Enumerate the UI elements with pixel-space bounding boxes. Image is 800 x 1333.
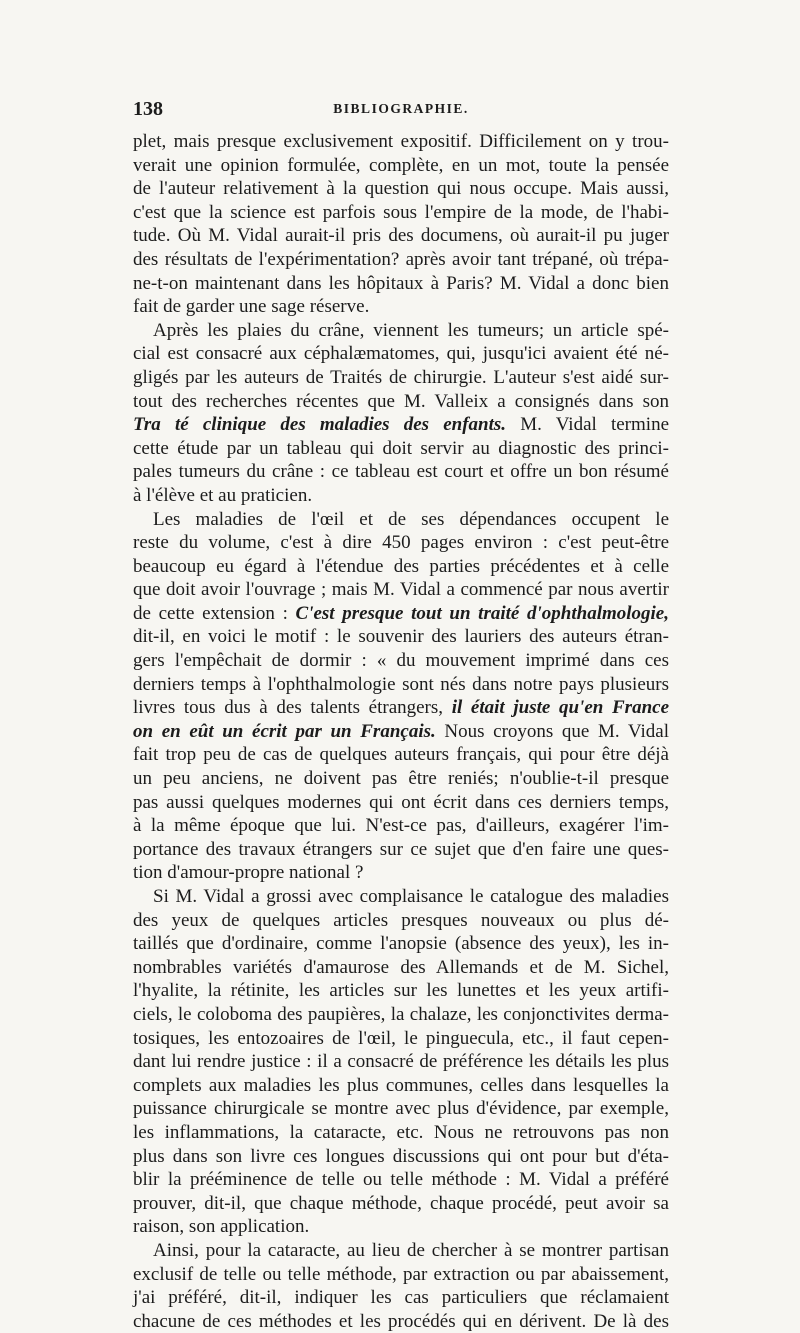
- text-line: [133, 366, 669, 390]
- text-line: [133, 1074, 669, 1098]
- text-segment: nombrables variétés d'amaurose des Allemands et de M. Sichel,: [133, 956, 669, 978]
- text-segment: les inflammations, la cataracte, etc. Nous ne retrouvons pas non: [133, 1121, 669, 1143]
- text-segment: prouver, dit-il, que chaque méthode, chaque procédé, peut avoir sa: [133, 1192, 669, 1214]
- text-segment: c'est que la science est parfois sous l'empire de la mode, de l'habi-: [133, 201, 669, 223]
- text-segment: de cette extension :: [133, 602, 296, 624]
- text-line: [133, 319, 669, 343]
- text-segment: Les maladies de l'œil et de ses dépendances occupent le: [153, 508, 669, 530]
- text-line: [133, 909, 669, 933]
- text-segment: Après les plaies du crâne, viennent les tumeurs; un article spé-: [153, 319, 669, 341]
- running-title: BIBLIOGRAPHIE.: [333, 101, 469, 116]
- text-segment: tion d'amour-propre national ?: [133, 862, 364, 884]
- text-segment: fait de garder une sage réserve.: [133, 296, 370, 318]
- text-line: [133, 791, 669, 815]
- text-segment: verait une opinion formulée, complète, en un mot, toute la pensée: [133, 154, 669, 176]
- text-line: [133, 673, 669, 697]
- text-line: [133, 649, 669, 673]
- italic-text-segment: on en eût un écrit par un Français.: [133, 720, 436, 742]
- text-segment: raison, son application.: [133, 1216, 310, 1238]
- text-segment: dant lui rendre justice : il a consacré de préférence les détails les plus: [133, 1051, 669, 1073]
- text-segment: beaucoup eu égard à l'étendue des parties précédentes et à celle: [133, 555, 669, 577]
- text-segment: des yeux de quelques articles presques nouveaux ou plus dé-: [133, 909, 669, 931]
- text-line: [133, 956, 669, 980]
- text-line: [133, 602, 669, 626]
- body-text: [133, 130, 669, 1333]
- text-line: [133, 838, 669, 862]
- text-line: [133, 460, 669, 484]
- text-segment: pas aussi quelques modernes qui ont écrit dans ces derniers temps,: [133, 791, 669, 813]
- text-line: [133, 1003, 669, 1027]
- text-line: [133, 1215, 669, 1239]
- text-line: [133, 1263, 669, 1287]
- text-segment: portance des travaux étrangers sur ce sujet que d'en faire une ques-: [133, 838, 669, 860]
- text-segment: taillés que d'ordinaire, comme l'anopsie (absence des yeux), les in-: [133, 933, 669, 955]
- text-line: [133, 814, 669, 838]
- text-line: [133, 295, 669, 319]
- text-line: [133, 696, 669, 720]
- page-header: [133, 98, 669, 124]
- text-line: [133, 224, 669, 248]
- text-line: [133, 1050, 669, 1074]
- text-segment: de l'auteur relativement à la question qui nous occupe. Mais aussi,: [133, 178, 669, 200]
- text-line: [133, 1192, 669, 1216]
- text-segment: exclusif de telle ou telle méthode, par extraction ou par abaissement,: [133, 1263, 669, 1285]
- text-line: [133, 508, 669, 532]
- text-line: [133, 413, 669, 437]
- text-line: [133, 1168, 669, 1192]
- text-line: [133, 555, 669, 579]
- text-line: [133, 437, 669, 461]
- text-segment: ne-t-on maintenant dans les hôpitaux à Paris? M. Vidal a donc bien: [133, 272, 669, 294]
- text-line: [133, 531, 669, 555]
- text-segment: à la même époque que lui. N'est-ce pas, d'ailleurs, exagérer l'im-: [133, 815, 669, 837]
- text-segment: cial est consacré aux céphalæmatomes, qui, jusqu'ici avaient été né-: [133, 343, 669, 365]
- text-segment: derniers temps à l'ophthalmologie sont nés dans notre pays plusieurs: [133, 673, 669, 695]
- italic-text-segment: Tra té clinique des maladies des enfants.: [133, 414, 507, 436]
- text-line: [133, 1027, 669, 1051]
- page-number: 138: [133, 98, 163, 120]
- text-line: [133, 767, 669, 791]
- text-line: [133, 342, 669, 366]
- text-segment: pales tumeurs du crâne : ce tableau est court et offre un bon résumé: [133, 461, 669, 483]
- text-line: [133, 390, 669, 414]
- text-line: [133, 154, 669, 178]
- text-line: [133, 1097, 669, 1121]
- text-segment: dit-il, en voici le motif : le souvenir des lauriers des auteurs étran-: [133, 626, 669, 648]
- text-line: [133, 979, 669, 1003]
- text-line: [133, 177, 669, 201]
- text-segment: gers l'empêchait de dormir : « du mouvement imprimé dans ces: [133, 650, 669, 672]
- text-segment: plus dans son livre ces longues discussions qui ont pour but d'éta-: [133, 1145, 669, 1167]
- text-line: [133, 578, 669, 602]
- text-line: [133, 272, 669, 296]
- text-line: [133, 743, 669, 767]
- text-line: [133, 932, 669, 956]
- text-segment: blir la prééminence de telle ou telle méthode : M. Vidal a préféré: [133, 1169, 669, 1191]
- text-segment: un peu anciens, ne doivent pas être reniés; n'oublie-t-il presque: [133, 768, 669, 790]
- text-line: [133, 1145, 669, 1169]
- text-segment: chacune de ces méthodes et les procédés qui en dérivent. De là des: [133, 1310, 669, 1332]
- text-segment: gligés par les auteurs de Traités de chirurgie. L'auteur s'est aidé sur-: [133, 366, 669, 388]
- text-segment: plet, mais presque exclusivement expositif. Difficilement on y trou-: [133, 131, 669, 152]
- text-segment: puissance chirurgicale se montre avec plus d'évidence, par exemple,: [133, 1098, 669, 1120]
- text-segment: tout des recherches récentes que M. Valleix a consignés dans son: [133, 390, 669, 412]
- text-segment: à l'élève et au praticien.: [133, 484, 313, 506]
- italic-text-segment: il était juste qu'en France: [451, 697, 670, 719]
- text-segment: Si M. Vidal a grossi avec complaisance le catalogue des maladies: [153, 886, 669, 907]
- text-line: [133, 484, 669, 508]
- text-segment: j'ai préféré, dit-il, indiquer les cas particuliers que réclamaient: [133, 1287, 669, 1309]
- text-line: [133, 201, 669, 225]
- text-segment: complets aux maladies les plus communes, celles dans lesquelles la: [133, 1074, 669, 1096]
- text-line: [133, 130, 669, 154]
- text-segment: que doit avoir l'ouvrage ; mais M. Vidal a commencé par nous avertir: [133, 579, 669, 601]
- text-segment: cette étude par un tableau qui doit servir au diagnostic des princi-: [133, 437, 669, 459]
- text-segment: livres tous dus à des talents étrangers,: [133, 697, 452, 719]
- italic-text-segment: C'est presque tout un traité d'ophthalmologie,: [295, 602, 669, 624]
- text-segment: tosiques, les entozoaires de l'œil, le pinguecula, etc., il faut cepen-: [133, 1027, 669, 1049]
- text-segment: Nous croyons que M. Vidal: [435, 720, 669, 742]
- text-segment: Ainsi, pour la cataracte, au lieu de chercher à se montrer partisan: [153, 1239, 669, 1261]
- text-segment: des résultats de l'expérimentation? après avoir tant trépané, où trépa-: [133, 248, 669, 270]
- text-line: [133, 1121, 669, 1145]
- text-line: [133, 885, 669, 909]
- text-line: [133, 1310, 669, 1333]
- text-segment: tude. Où M. Vidal aurait-il pris des documens, où aurait-il pu juger: [133, 225, 669, 247]
- text-line: [133, 1239, 669, 1263]
- text-line: [133, 1286, 669, 1310]
- text-line: [133, 720, 669, 744]
- text-segment: M. Vidal termine: [506, 414, 670, 436]
- text-segment: l'hyalite, la rétinite, les articles sur les lunettes et les yeux artifi-: [133, 980, 669, 1002]
- text-segment: reste du volume, c'est à dire 450 pages environ : c'est peut-être: [133, 532, 669, 554]
- text-line: [133, 625, 669, 649]
- text-line: [133, 861, 669, 885]
- text-segment: fait trop peu de cas de quelques auteurs français, qui pour être déjà: [133, 744, 669, 766]
- text-segment: ciels, le coloboma des paupières, la chalaze, les conjonctivites derma-: [133, 1003, 669, 1025]
- text-line: [133, 248, 669, 272]
